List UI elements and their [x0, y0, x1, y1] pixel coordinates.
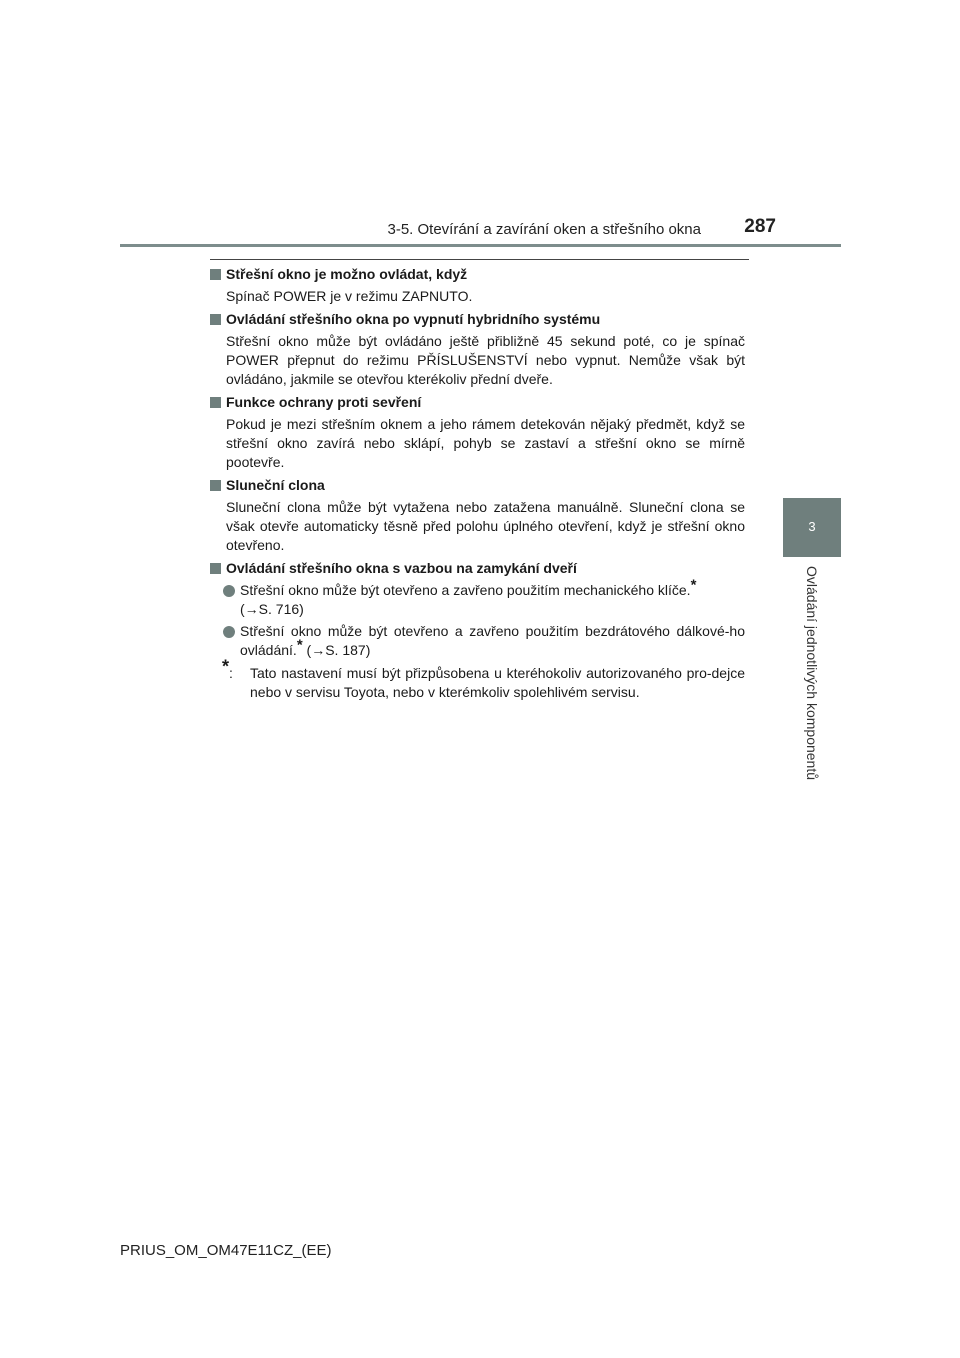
- footnote-colon: :: [229, 665, 233, 681]
- circle-bullet-icon: [223, 626, 235, 638]
- chapter-title: Ovládání jednotlivých komponentů: [804, 566, 820, 781]
- circle-bullet-icon: [223, 585, 235, 597]
- page-number: 287: [744, 216, 776, 237]
- section-heading: Střešní okno je možno ovládat, když: [226, 266, 468, 282]
- square-bullet-icon: [210, 269, 221, 280]
- bullet-text: Střešní okno může být otevřeno a zavřeno použitím mechanického klíče.: [240, 582, 691, 598]
- section-5: [210, 559, 745, 660]
- list-item: [223, 576, 745, 619]
- section-4: [210, 476, 745, 555]
- section-heading: Funkce ochrany proti sevření: [226, 394, 422, 410]
- content-rule: [210, 259, 749, 260]
- section-2: [210, 310, 745, 389]
- bullet-text: Střešní okno může být otevřeno a zavřeno použitím bezdrátového dálkové-ho ovládání.: [240, 623, 745, 658]
- page-reference[interactable]: (→S. 716): [240, 601, 304, 617]
- section-heading: Ovládání střešního okna s vazbou na zamykání dveří: [226, 560, 577, 576]
- list-item: [223, 622, 745, 660]
- asterisk-mark: *: [296, 636, 303, 654]
- section-3: [210, 393, 745, 472]
- section-body: Sluneční clona může být vytažena nebo zatažena manuálně. Sluneční clona se však otevře automaticky těsně před polohu úplného otevření, když je střešní okno otevřeno.: [226, 499, 745, 553]
- chapter-number: 3: [808, 519, 816, 534]
- section-heading: Ovládání střešního okna po vypnutí hybridního systému: [226, 311, 601, 327]
- chapter-tab[interactable]: [783, 498, 841, 557]
- asterisk-mark: *: [690, 576, 697, 594]
- square-bullet-icon: [210, 563, 221, 574]
- page-reference[interactable]: (→S. 187): [302, 642, 371, 658]
- footnote-text: Tato nastavení musí být přizpůsobena u kteréhokoliv autorizovaného pro-dejce nebo v servisu Toyota, nebo v kterémkoliv spolehlivém servisu.: [250, 665, 745, 700]
- section-heading: Sluneční clona: [226, 477, 325, 493]
- section-body: Spínač POWER je v režimu ZAPNUTO.: [226, 288, 473, 304]
- section-title: 3-5. Otevírání a zavírání oken a střešního okna: [387, 221, 701, 238]
- square-bullet-icon: [210, 480, 221, 491]
- square-bullet-icon: [210, 314, 221, 325]
- square-bullet-icon: [210, 397, 221, 408]
- section-1: [210, 265, 745, 306]
- document-id: PRIUS_OM_OM47E11CZ_(EE): [120, 1242, 332, 1259]
- footnote-asterisk: *: [222, 656, 230, 677]
- section-body: Střešní okno může být ovládáno ještě přibližně 45 sekund poté, co je spínač POWER přepnut do režimu PŘÍSLUŠENSTVÍ nebo vypnut. Nemůže však být ovládáno, jakmile se otevřou kterékoliv přední dveře.: [226, 333, 745, 387]
- footnote: [210, 656, 745, 702]
- header-rule: [120, 244, 841, 247]
- section-body: Pokud je mezi střešním oknem a jeho rámem detekován nějaký předmět, když se střešní okno zavírá nebo sklápí, pohyb se zastaví a střešní okno se mírně pootevře.: [226, 416, 745, 470]
- content: [210, 265, 745, 702]
